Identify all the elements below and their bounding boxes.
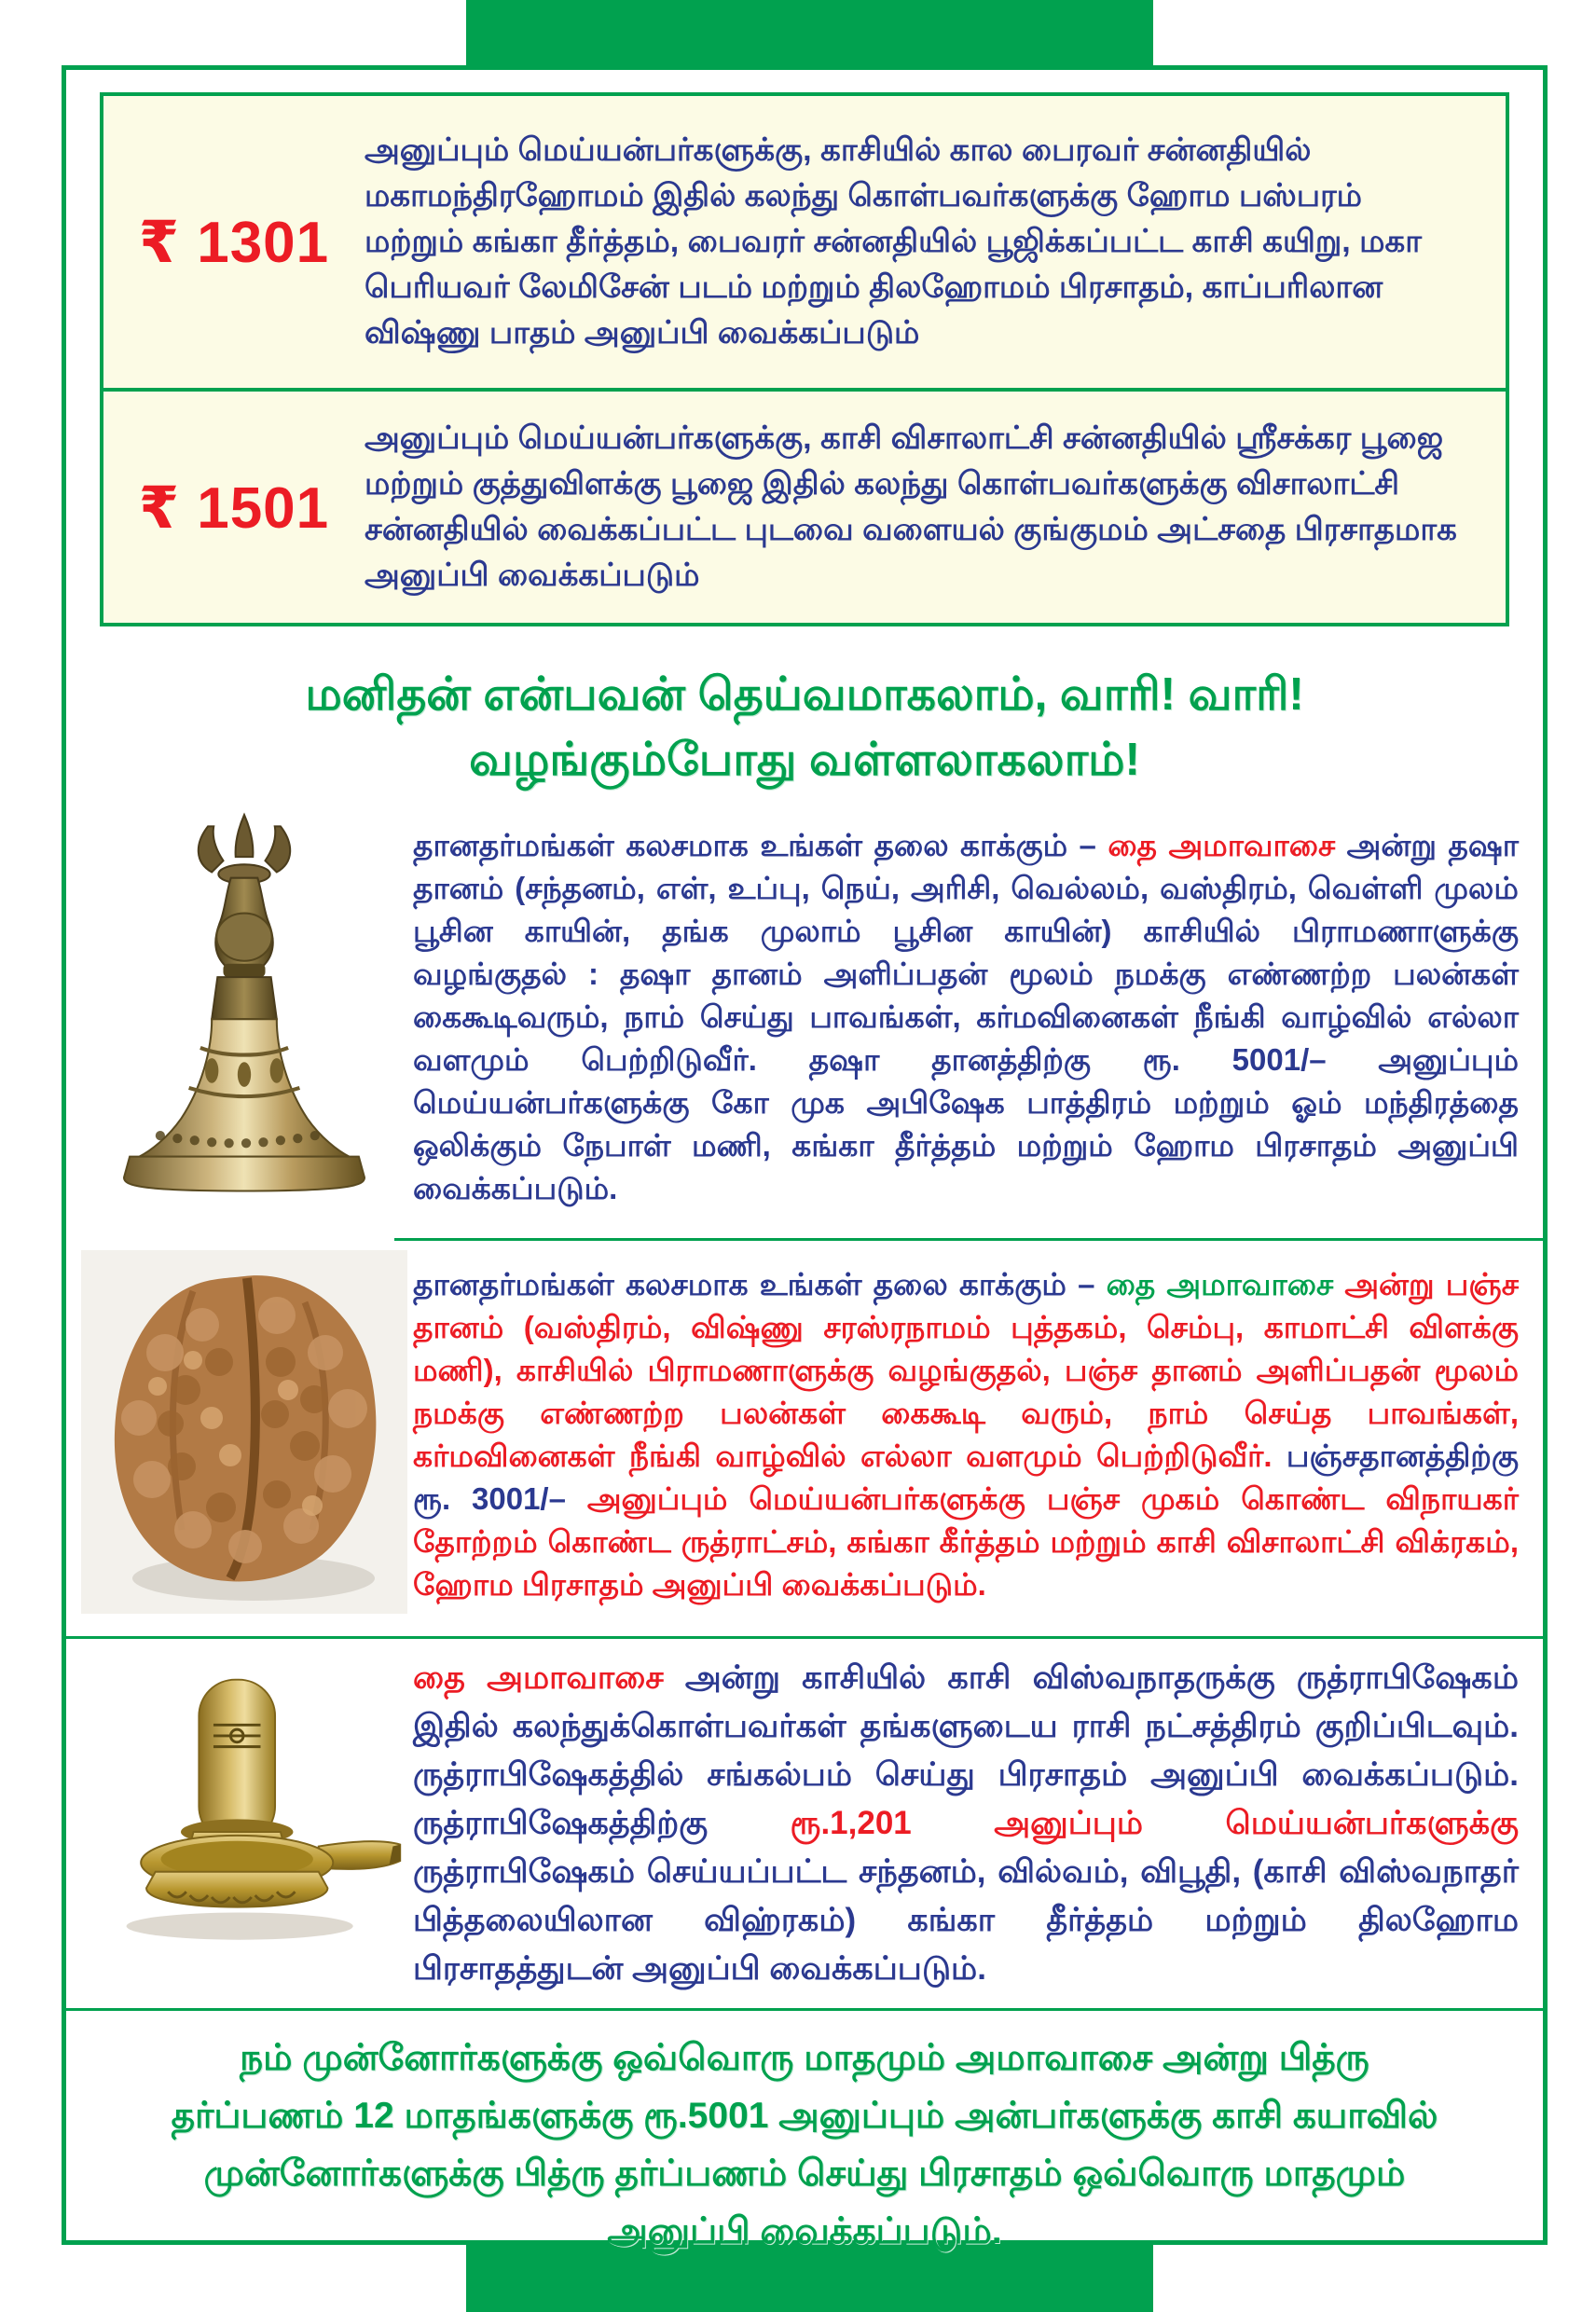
section-rudrabhishekam-text: [413, 1650, 1519, 1993]
footer-divider: [66, 2008, 1543, 2011]
thai-amavasai-highlight: தை அமாவாசை: [1106, 1267, 1334, 1301]
table-row: [103, 96, 1506, 392]
rudraksha-image: [76, 1250, 413, 1614]
price-amount: ₹ 1301: [138, 211, 330, 275]
footer-note: நம் முன்னோர்களுக்கு ஒவ்வொரு மாதமும் அமாவாசை அன்று பித்ரு தர்ப்பணம் 12 மாதங்களுக்கு ரூ.5001 அனுப்பும் அன்பர்களுக்கு காசி கயாவில் முன்னோர்களுக்கு பித்ரு தர்ப்பணம் செய்து பிரசாதம் ஒவ்வொரு மாதமும் அனுப்பி வைக்கப்படும்.: [171, 2038, 1438, 2251]
temple-bell-illustration: [100, 811, 389, 1212]
text-segment: அன்று பஞ்ச தானம் (வஸ்திரம், விஷ்ணு சரஸ்ரநாமம் புத்தகம், செம்பு, காமாட்சி விளக்கு மணி), காசியில் பிராமணாளுக்கு வழங்குதல், பஞ்ச தானம் அளிப்பதன் மூலம் நமக்கு எண்ணற்ற பலன்கள் கைகூடி வரும், நாம் செய்த பாவங்கள், கர்மவினைகள் நீங்கி வாழ்வில் எல்லா வளமும் பெற்றிடுவீர்.: [413, 1267, 1519, 1473]
page-frame: [62, 65, 1548, 2251]
rudraksha-illustration: [81, 1250, 407, 1614]
section-divider: [66, 1636, 1543, 1639]
text-segment: அன்று தஷா தானம் (சந்தனம், எள், உப்பு, நெய், அரிசி, வெல்லம், வஸ்திரம், வெள்ளி முலம் பூசின காயின், தங்க முலாம் பூசின காயின்) காசியில் பிராமணாளுக்கு வழங்குதல் : தஷா தானம் அளிப்பதன் மூலம் நமக்கு எண்ணற்ற பலன்கள் கைகூடிவரும், நாம் செய்து பாவங்கள், கர்மவினைகள் நீங்கி வாழ்வில் எல்லா வளமும் பெற்றிடுவீர். தஷா தானத்திற்கு ரூ. 5001/– அனுப்பும் மெய்யன்பர்களுக்கு கோ முக அபிஷேக பாத்திரம் மற்றும் ஓம் மந்திரத்தை ஒலிக்கும் நேபாள் மணி, கங்கா தீர்த்தம் மற்றும் ஹோம பிரசாதம் அனுப்பி வைக்கப்படும்.: [413, 828, 1520, 1205]
text-segment: ருத்ராபிஷேகம் செய்யப்பட்ட சந்தனம், வில்வம், விபூதி, (காசி விஸ்வநாதர் பித்தலையிலான விஹ்ரகம்) கங்கா தீர்த்தம் மற்றும் திலஹோம பிரசாதத்துடன் அனுப்பி வைக்கப்படும்.: [413, 1853, 1519, 1987]
section-dasa-danam: [66, 811, 1543, 1221]
section-pancha-danam-text: [413, 1250, 1519, 1606]
thai-amavasai-highlight: தை அமாவாசை: [1108, 828, 1336, 862]
text-segment: தானதர்மங்கள் கலசமாக உங்கள் தலை காக்கும் –: [413, 1267, 1107, 1301]
section-divider: [394, 1238, 1543, 1241]
top-green-tab: [466, 0, 1153, 69]
table-row: [103, 392, 1506, 623]
page-title-line1: மனிதன் என்பவன் தெய்வமாகலாம், வாரி! வாரி!: [305, 669, 1304, 720]
page-title: [66, 662, 1543, 792]
price-description: அனுப்பும் மெய்யன்பர்களுக்கு, காசி விசாலாட்சி சன்னதியில் ஸ்ரீசக்கர பூஜை மற்றும் குத்துவிளக்கு பூஜை இதில் கலந்து கொள்பவர்களுக்கு விசாலாட்சி சன்னதியில் வைக்கப்பட்ட புடவை வளையல் குங்குமம் அட்சதை பிரசாதமாக அனுப்பி வைக்கப்படும்: [365, 420, 1457, 593]
text-segment: தானதர்மங்கள் கலசமாக உங்கள் தலை காக்கும் –: [413, 828, 1108, 862]
amount-highlight: பஞ்சதானத்திற்கு ரூ. 3001/–: [413, 1438, 1519, 1516]
price-description: அனுப்பும் மெய்யன்பர்களுக்கு, காசியில் கால பைரவர் சன்னதியில் மகாமந்திரஹோமம் இதில் கலந்து கொள்பவர்களுக்கு ஹோம பஸ்பரம் மற்றும் கங்கா தீர்த்தம், பைவரர் சன்னதியில் பூஜிக்கப்பட்ட காசி கயிறு, மகா பெரியவர் லேமிசேன் படம் மற்றும் திலஹோமம் பிரசாதம், காப்பரிலான விஷ்ணு பாதம் அனுப்பி வைக்கப்படும்: [365, 132, 1423, 351]
temple-bell-image: [76, 811, 413, 1212]
price-amount: ₹ 1501: [138, 475, 330, 541]
thai-amavasai-highlight: தை அமாவாசை: [413, 1659, 685, 1696]
section-rudrabhishekam: [66, 1650, 1543, 1993]
amount-highlight: ரூ.1,201 அனுப்பும் மெய்யன்பர்களுக்கு: [790, 1805, 1519, 1841]
price-table: [100, 92, 1509, 626]
section-pancha-danam: [66, 1250, 1543, 1623]
page-title-line2: வழங்கும்போது வள்ளலாகலாம்!: [469, 735, 1140, 785]
text-segment: அன்று காசியில் காசி விஸ்வநாதருக்கு ருத்ராபிஷேகம் இதில் கலந்துக்கொள்பவர்கள் தங்களுடைய ராசி நட்சத்திரம் குறிப்பிடவும். ருத்ராபிஷேகத்தில் சங்கல்பம் செய்து பிரசாதம் அனுப்பி வைக்கப்படும். ருத்ராபிஷேகத்திற்கு: [413, 1659, 1519, 1841]
shiva-lingam-illustration: [81, 1650, 407, 1948]
text-segment: அனுப்பும் மெய்யன்பர்களுக்கு பஞ்ச முகம் கொண்ட விநாயகர் தோற்றம் கொண்ட ருத்ராட்சம், கங்கா கீர்த்தம் மற்றும் காசி விசாலாட்சி விக்ரகம், ஹோம பிரசாதம் அனுப்பி வைக்கப்படும்.: [413, 1481, 1519, 1602]
section-dasa-danam-text: [413, 811, 1519, 1210]
shiva-lingam-image: [76, 1650, 413, 1948]
